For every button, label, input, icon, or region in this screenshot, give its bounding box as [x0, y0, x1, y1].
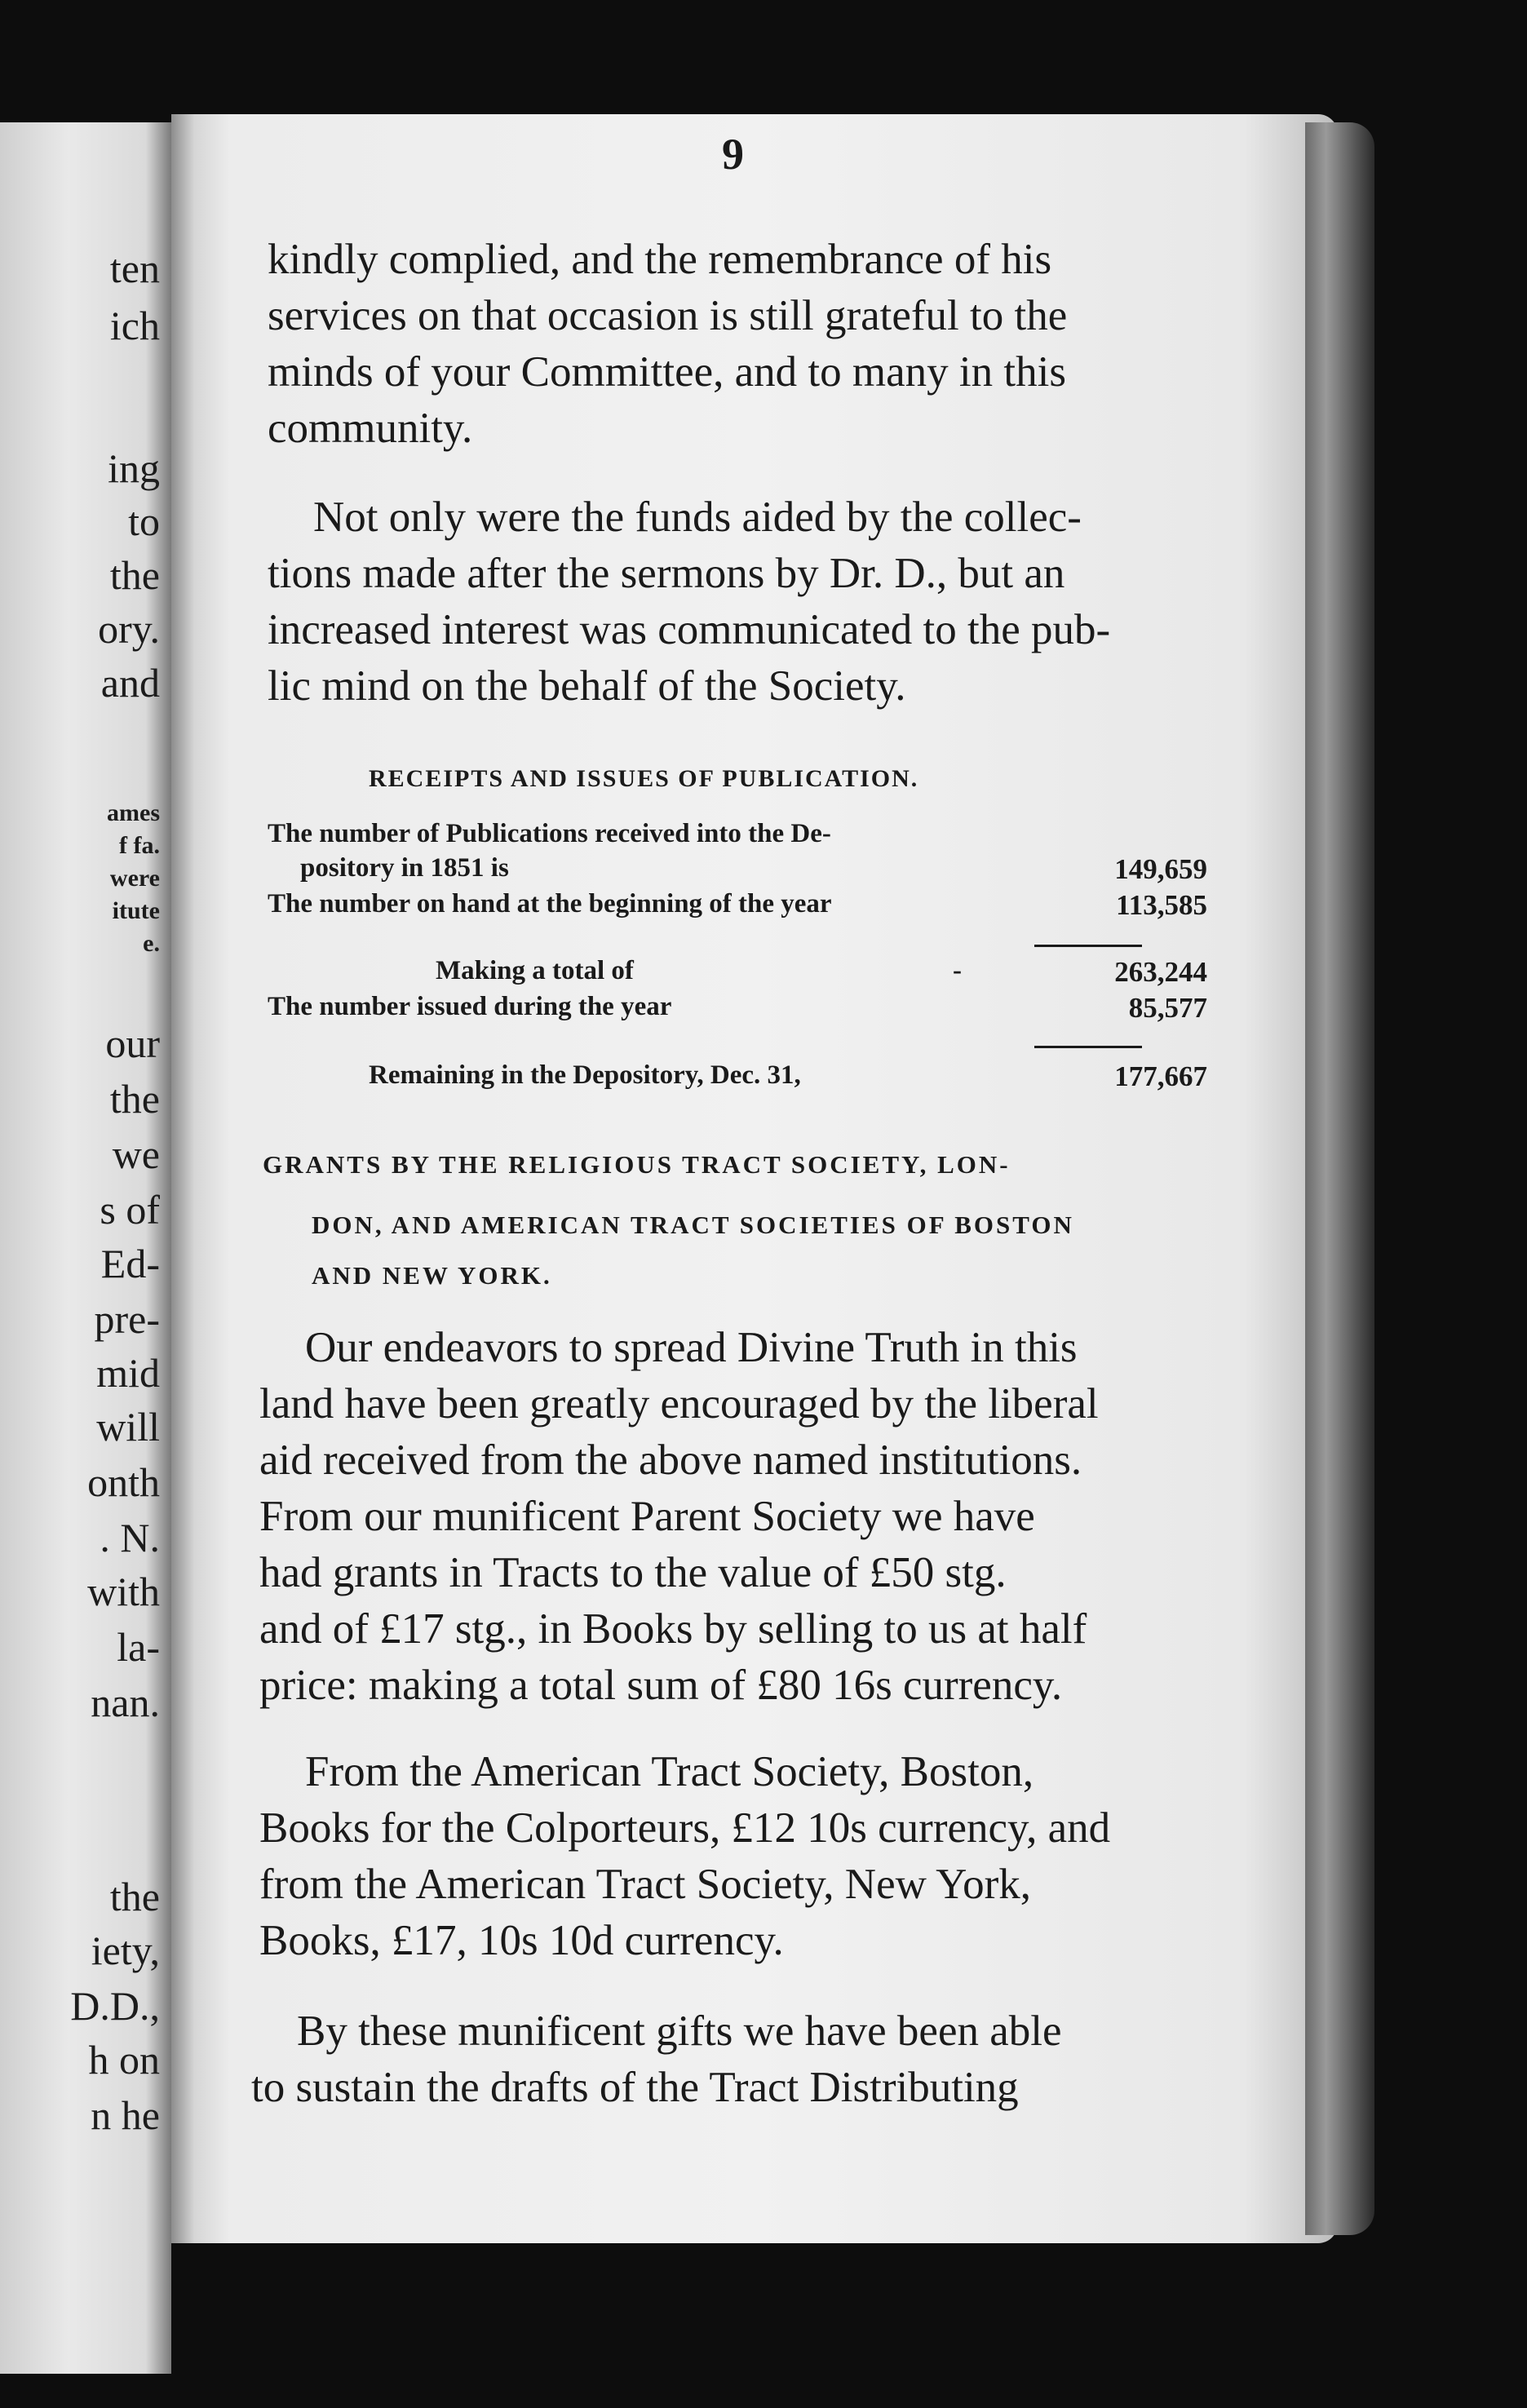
text-line: lic mind on the behalf of the Society. — [268, 662, 906, 710]
left-page-fragment: with — [87, 1569, 160, 1614]
left-page-fragment: ing — [108, 445, 160, 491]
text-line: to sustain the drafts of the Tract Distributing — [251, 2064, 1019, 2111]
table-value: 177,667 — [1114, 1060, 1207, 1092]
left-page-fragment: . N. — [100, 1515, 160, 1560]
left-page-fragment: were — [109, 865, 160, 892]
paragraph-munificent-gifts — [251, 2003, 1193, 2116]
table-row-label: Making a total of — [436, 956, 634, 985]
left-page-fragment: ten — [109, 246, 160, 291]
table-value: 85,577 — [1128, 992, 1207, 1024]
table-value: 263,244 — [1114, 956, 1207, 988]
text-line: Our endeavors to spread Divine Truth in this — [305, 1324, 1078, 1371]
left-page-fragment: to — [128, 498, 160, 544]
text-line: increased interest was communicated to the pub- — [268, 606, 1111, 653]
page-block-edge — [1305, 122, 1374, 2235]
left-page-fragment: ames — [107, 799, 160, 826]
text-line: land have been greatly encouraged by the liberal — [259, 1380, 1099, 1428]
left-page-fragment: nan. — [91, 1680, 160, 1725]
left-page-fragment: n he — [91, 2092, 160, 2138]
left-page-fragment: f fa. — [119, 832, 160, 859]
table-value: 113,585 — [1116, 889, 1207, 921]
left-page-fragment: s of — [100, 1187, 160, 1233]
section-heading: AND NEW YORK. — [312, 1261, 552, 1290]
table-row-label: The number on hand at the beginning of the year — [268, 889, 832, 918]
paragraph-american-society — [259, 1744, 1202, 1969]
left-page-fragment: our — [105, 1020, 160, 1066]
paragraph-grants — [259, 1320, 1202, 1714]
table-row-mark: - — [953, 956, 962, 985]
text-line: services on that occasion is still grateful to the — [268, 292, 1068, 339]
page-number: 9 — [722, 130, 744, 179]
left-page-fragment: the — [109, 552, 160, 598]
text-line: and of £17 stg., in Books by selling to us at half — [259, 1605, 1087, 1653]
text-line: From the American Tract Society, Boston, — [305, 1748, 1034, 1795]
text-line: community. — [268, 405, 473, 452]
left-page-fragment: the — [109, 1076, 160, 1122]
table-row-label: The number issued during the year — [268, 992, 672, 1021]
left-page-fragment: ich — [109, 303, 160, 348]
table-title: RECEIPTS AND ISSUES OF PUBLICATION. — [369, 765, 919, 792]
left-page-fragment: la- — [117, 1624, 160, 1670]
table-row-label: Remaining in the Depository, Dec. 31, — [369, 1060, 801, 1090]
left-page-fragment: iety, — [91, 1928, 160, 1973]
left-page-fragment: e. — [143, 930, 160, 957]
table-row-label: The number of Publications received into the De- — [268, 819, 831, 848]
left-page-fragment: onth — [87, 1459, 160, 1505]
sum-rule — [1034, 945, 1142, 947]
left-page-fragment: Ed- — [100, 1241, 160, 1286]
text-line: From our munificent Parent Society we have — [259, 1493, 1035, 1540]
left-page-fragment: D.D., — [70, 1983, 160, 2029]
text-line: minds of your Committee, and to many in this — [268, 348, 1066, 396]
paragraph-funds — [268, 489, 1210, 715]
table-value: 149,659 — [1114, 853, 1207, 885]
left-page-fragment: we — [112, 1131, 160, 1177]
text-line: from the American Tract Society, New York, — [259, 1861, 1032, 1908]
text-line: tions made after the sermons by Dr. D., but an — [268, 550, 1065, 597]
text-line: Books for the Colporteurs, £12 10s currency, and — [259, 1804, 1111, 1852]
text-line: aid received from the above named institutions. — [259, 1436, 1082, 1484]
text-line: Books, £17, 10s 10d currency. — [259, 1917, 784, 1964]
left-page-fragment: the — [109, 1874, 160, 1919]
text-line: had grants in Tracts to the value of £50 stg. — [259, 1549, 1007, 1596]
paragraph-committee — [268, 232, 1210, 457]
left-page-fragment: h on — [88, 2037, 160, 2083]
text-line: Not only were the funds aided by the collec- — [313, 494, 1082, 541]
left-page-fragment: and — [100, 660, 160, 706]
left-page-fragment: ory. — [98, 606, 160, 652]
left-page-fragment: will — [96, 1404, 160, 1450]
table-row-label: pository in 1851 is — [300, 853, 509, 883]
section-heading: GRANTS BY THE RELIGIOUS TRACT SOCIETY, LON- — [263, 1150, 1011, 1179]
left-page-fragment: pre- — [94, 1296, 160, 1342]
sum-rule — [1034, 1046, 1142, 1048]
left-page-fragment: itute — [112, 897, 160, 924]
left-page-fragment: mid — [96, 1350, 160, 1396]
text-line: kindly complied, and the remembrance of his — [268, 236, 1052, 283]
text-line: price: making a total sum of £80 16s currency. — [259, 1662, 1063, 1709]
text-line: By these munificent gifts we have been able — [297, 2007, 1062, 2055]
section-heading: DON, AND AMERICAN TRACT SOCIETIES OF BOSTON — [312, 1211, 1074, 1239]
